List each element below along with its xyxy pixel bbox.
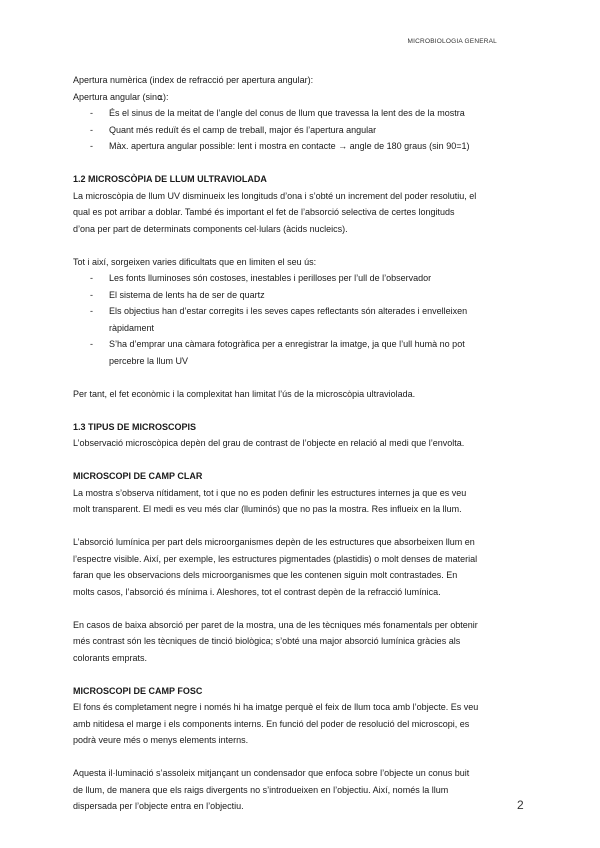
uv-difficulties-list [73, 270, 528, 369]
subheading-camp-fosc: MICROSCOPI DE CAMP FOSC [73, 685, 203, 696]
paragraph-line: de llum, de manera que els raigs divergents no s’introdueixen en l’objectiu. Així, només la llum [73, 784, 449, 795]
paragraph-line: molts casos, l’absorció és mínima i. Aleshores, tot el contrast depèn de la refracció lumínica. [73, 586, 441, 597]
paragraph-line: La microscòpia de llum UV disminueix les longituds d’ona i s’obté un increment del poder resolutiu, el [73, 190, 477, 201]
list-item: - Els objectius han d’estar corregits i les seves capes reflectants són alterades i envelleixen [73, 303, 528, 320]
paragraph-line: La mostra s’observa nítidament, tot i que no es poden definir les estructures internes ja que es veu [73, 487, 467, 498]
running-header: MICROBIOLOGIA GENERAL [407, 38, 497, 45]
intro-line: Apertura numèrica (index de refracció per apertura angular): [73, 75, 314, 85]
paragraph-line: colorants emprats. [73, 652, 148, 663]
intro-list [73, 105, 528, 155]
list-item: - Quant més reduït és el camp de treball, major és l’apertura angular [73, 122, 528, 139]
intro-line: Apertura angular (sin⍺): [73, 91, 169, 102]
paragraph-line: molt transparent. El medi es veu més clar (lluminós) que no pas la mostra. Res influeix en la llum. [73, 504, 462, 514]
list-item-continuation: percebre la llum UV [109, 355, 189, 366]
paragraph-line: Per tant, el fet econòmic i la complexitat han limitat l’ús de la microscòpia ultraviolada. [73, 388, 416, 399]
subheading-camp-clar: MICROSCOPI DE CAMP CLAR [73, 471, 203, 481]
list-item: - El sistema de lents ha de ser de quartz [73, 287, 528, 304]
paragraph-line: qual es pot arribar a doblar. També és important el fet de l’absorció selectiva de certes longituds [73, 207, 455, 217]
paragraph-line: Aquesta il·luminació s’assoleix mitjançant un condensador que enfoca sobre l’objecte un conus buit [73, 768, 470, 778]
section-heading-types: 1.3 TIPUS DE MICROSCOPIS [73, 421, 197, 432]
paragraph-line: El fons és completament negre i només hi ha imatge perquè el feix de llum toca amb l’objecte. Es veu [73, 702, 479, 712]
paragraph-line: podrà veure més o menys elements interns. [73, 735, 249, 745]
paragraph-line: d’ona per part de determinats components cel·lulars (àcids nucleics). [73, 223, 348, 234]
paragraph-line: L’absorció lumínica per part dels microorganismes depèn de les estructures que absorbeixen llum en [73, 537, 475, 547]
list-item: - Les fonts lluminoses són costoses, inestables i perilloses per l’ull de l’observador [73, 270, 528, 287]
paragraph-line: amb nitidesa el marge i els components interns. En funció del poder de resolució del microscopi, es [73, 718, 470, 729]
paragraph-line: l’espectre visible. Així, per exemple, les estructures pigmentades (plastidis) o molt denses de material [73, 553, 478, 564]
list-item: - És el sinus de la meitat de l’angle del conus de llum que travessa la lent des de la mostra [73, 105, 528, 122]
paragraph-line: L’observació microscòpica depèn del grau de contrast de l’objecte en relació al medi que l’envolta. [73, 438, 465, 448]
paragraph-line: dispersada per l’objecte entra en l’objectiu. [73, 801, 244, 811]
section-heading-uv: 1.2 MICROSCÒPIA DE LLUM ULTRAVIOLADA [73, 174, 267, 184]
paragraph-line: més contrast són les tècniques de tinció biològica; s’obté una major absorció lumínica gràcies als [73, 636, 461, 646]
paragraph-line: faran que les observacions dels microorganismes que les contenen siguin molt contrastades. En [73, 570, 458, 580]
paragraph-line: En casos de baixa absorció per paret de la mostra, una de les tècniques més fonamentals per obtenir [73, 619, 478, 630]
page-number: 2 [517, 798, 524, 812]
list-item-continuation: ràpidament [109, 322, 155, 333]
paragraph-line: Tot i així, sorgeixen varies dificultats que en limiten el seu ús: [73, 256, 317, 267]
list-item: - S’ha d’emprar una càmara fotogràfica per a enregistrar la imatge, ja que l’ull humà no pot [73, 336, 528, 353]
list-item: - Màx. apertura angular possible: lent i mostra en contacte → angle de 180 graus (sin 90=1) [73, 138, 528, 155]
page-content [73, 72, 528, 815]
